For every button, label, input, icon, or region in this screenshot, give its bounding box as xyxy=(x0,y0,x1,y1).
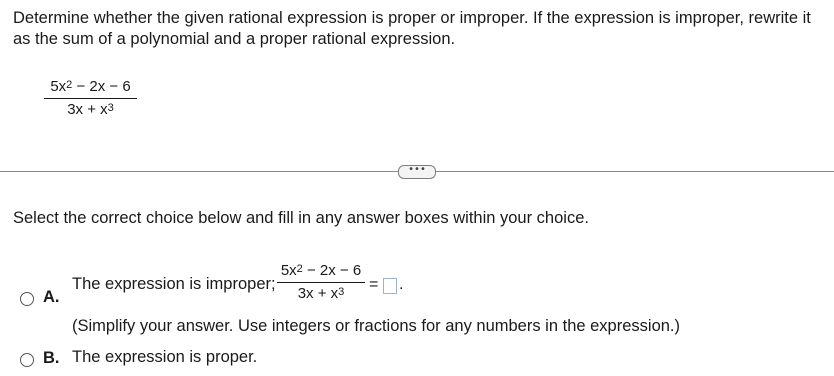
choice-b-radio[interactable] xyxy=(20,353,34,367)
choice-a-numerator: $5x^2 - 2x - 6$ xyxy=(280,262,362,279)
expression-numerator: $5x^2 - 2x - 6$ xyxy=(50,78,131,95)
choice-a-letter[interactable]: A. xyxy=(43,288,60,306)
instruction-text: Select the correct choice below and fill in any answer boxes within your choice. xyxy=(13,209,589,227)
choice-a-text[interactable]: The expression is improper; xyxy=(72,275,276,293)
question-expression xyxy=(44,78,137,118)
choice-b-letter[interactable]: B. xyxy=(43,349,60,367)
equals-sign: = xyxy=(369,276,379,293)
choice-a-expression xyxy=(277,262,365,302)
answer-input-box[interactable] xyxy=(383,278,397,294)
question-prompt: Determine whether the given rational expression is proper or improper. If the expression is improper, rewrite it as the sum of a polynomial and a proper rational expression. xyxy=(13,9,811,48)
choice-a-radio[interactable] xyxy=(20,292,34,306)
choice-b-text[interactable]: The expression is proper. xyxy=(72,348,258,366)
fraction-bar xyxy=(44,98,137,99)
expression-denominator: $3x + x^3$ xyxy=(67,101,114,118)
choice-a-fraction-bar xyxy=(277,282,365,283)
answer-period: . xyxy=(399,276,404,293)
more-options-button[interactable]: ••• xyxy=(398,165,436,179)
choice-a-denominator: $3x + x^3$ xyxy=(297,285,345,302)
choice-a-hint: (Simplify your answer. Use integers or fractions for any numbers in the expression.) xyxy=(72,317,681,335)
